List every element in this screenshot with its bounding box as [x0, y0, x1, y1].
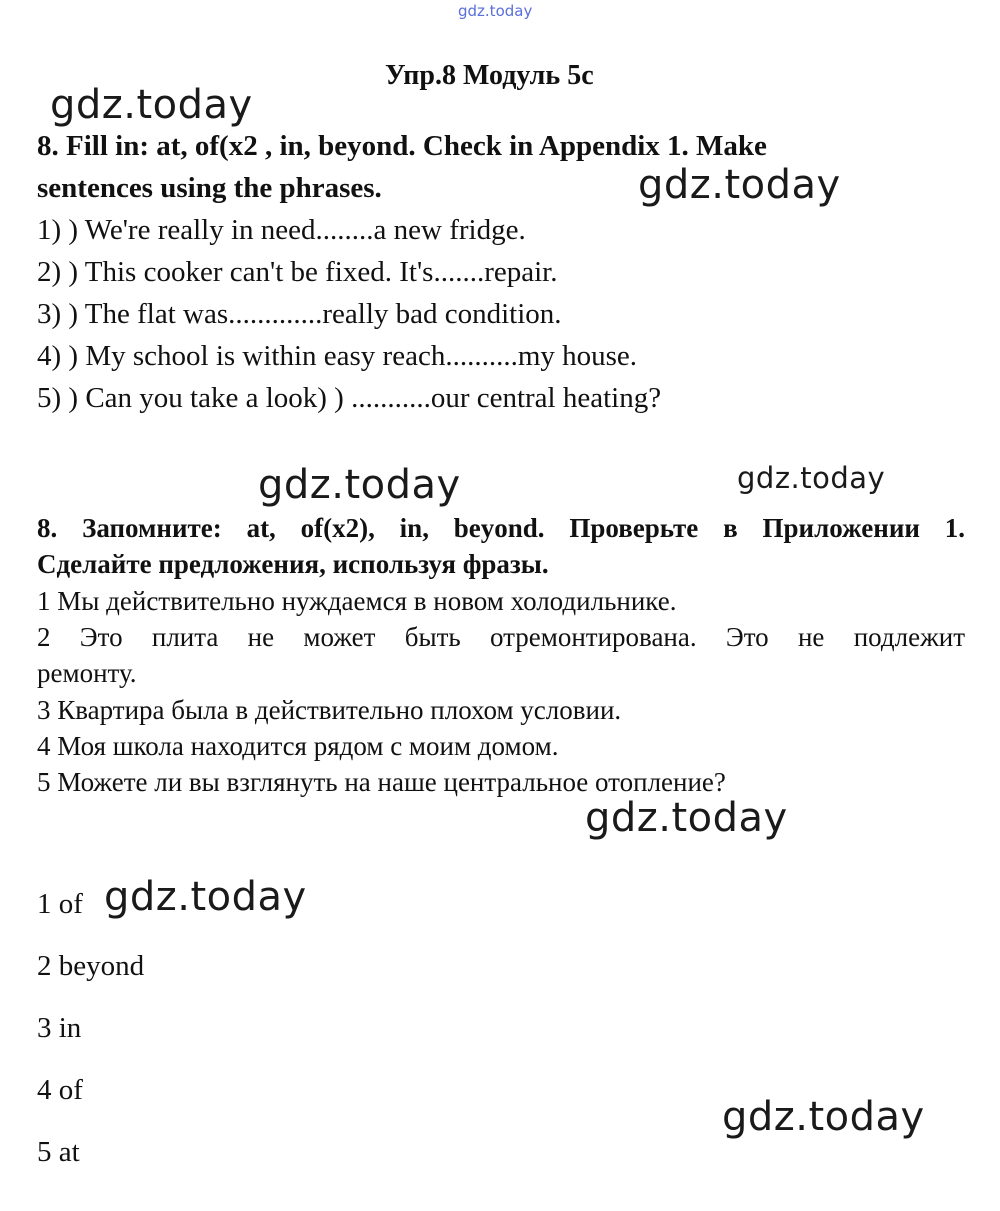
- watermark: gdz.today: [737, 461, 886, 495]
- watermark: gdz.today: [258, 462, 461, 508]
- exercise-item: 4) ) My school is within easy reach..........my house.: [37, 340, 638, 372]
- translation-item: 5 Можете ли вы взглянуть на наше центральное отопление?: [37, 767, 726, 797]
- exercise-heading-ru-2: Сделайте предложения, используя фразы.: [37, 549, 549, 579]
- watermark: gdz.today: [585, 795, 788, 841]
- exercise-item: 1) ) We're really in need........a new fridge.: [37, 214, 526, 246]
- exercise-heading-en-2: sentences using the phrases.: [37, 172, 382, 204]
- answer-item: 1 of: [37, 888, 83, 920]
- watermark: gdz.today: [104, 874, 307, 920]
- answer-item: 5 at: [37, 1136, 80, 1168]
- translation-item: 4 Моя школа находится рядом с моим домом.: [37, 731, 559, 761]
- watermark: gdz.today: [50, 82, 253, 128]
- exercise-item: 2) ) This cooker can't be fixed. It's.......repair.: [37, 256, 558, 288]
- translation-item: 3 Квартира была в действительно плохом условии.: [37, 695, 622, 725]
- page-title: Упр.8 Модуль 5с: [385, 60, 594, 91]
- exercise-heading-en: 8. Fill in: at, of(x2 , in, beyond. Check in Appendix 1. Make: [37, 130, 767, 162]
- answer-item: 4 of: [37, 1074, 83, 1106]
- watermark: gdz.today: [638, 162, 841, 208]
- exercise-heading-ru: 8. Запомните: at, of(x2), in, beyond. Проверьте в Приложении 1.: [37, 513, 965, 543]
- translation-item: 2 Это плита не может быть отремонтирована. Это не подлежит: [37, 622, 965, 652]
- watermark: gdz.today: [722, 1094, 925, 1140]
- translation-item: 1 Мы действительно нуждаемся в новом холодильнике.: [37, 586, 677, 616]
- exercise-item: 5) ) Can you take a look) ) ...........our central heating?: [37, 382, 662, 414]
- translation-item-cont: ремонту.: [37, 658, 137, 688]
- exercise-item: 3) ) The flat was.............really bad condition.: [37, 298, 562, 330]
- answer-item: 3 in: [37, 1012, 82, 1044]
- answer-item: 2 beyond: [37, 950, 145, 982]
- watermark-top: gdz.today: [458, 2, 533, 20]
